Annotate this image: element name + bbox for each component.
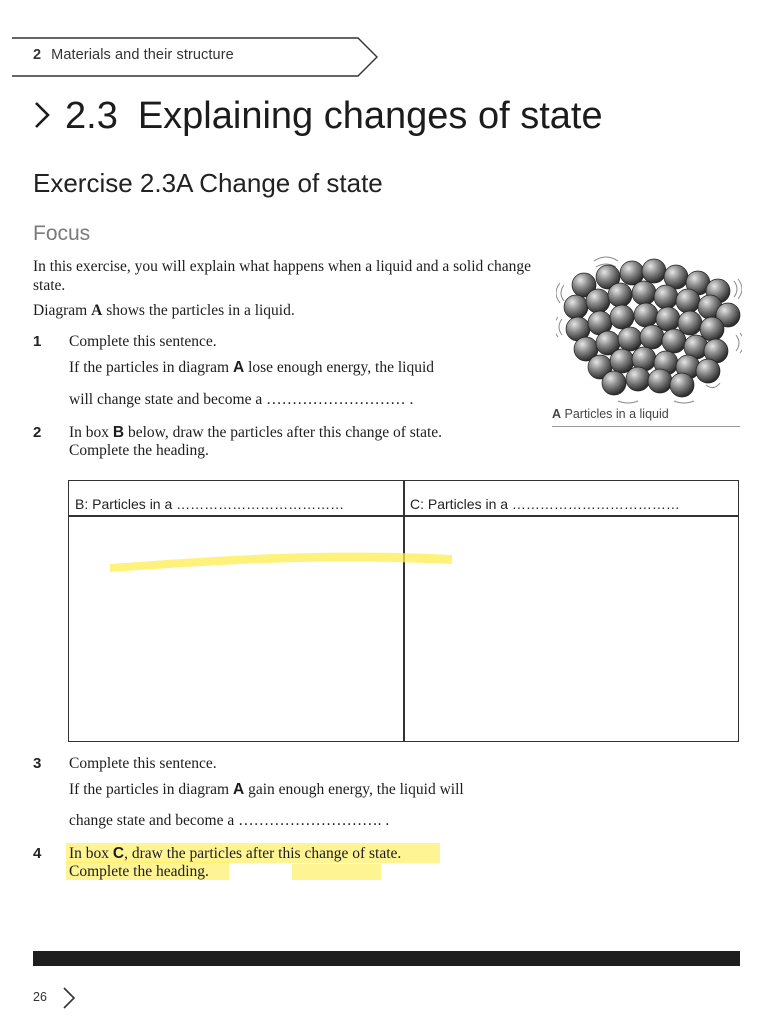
question-2-line-1 — [69, 424, 442, 442]
particle — [564, 295, 588, 319]
question-4-line-1-post: , draw the particles after this change of state. — [124, 845, 402, 862]
question-1-line-2-post: lose enough energy, the liquid — [244, 359, 435, 376]
particle — [586, 289, 610, 313]
highlighter-stroke — [108, 542, 454, 572]
particle — [602, 371, 626, 395]
chapter-label — [33, 47, 234, 63]
diagram-description-prefix: Diagram — [33, 302, 92, 319]
motion-line — [738, 279, 742, 299]
motion-line — [559, 319, 562, 335]
particle — [608, 283, 632, 307]
page-number: 26 — [33, 990, 47, 1004]
question-1-line-2 — [69, 359, 434, 377]
diagram-description-suffix: shows the particles in a liquid. — [102, 302, 295, 319]
question-1-line-3: will change state and become a ……………………… . — [69, 391, 414, 408]
box-c-heading: C: Particles in a ……………………………… — [410, 496, 680, 512]
particle — [632, 281, 656, 305]
motion-line — [706, 383, 720, 388]
question-2-line-2: Complete the heading. — [69, 442, 209, 459]
section-number: 2.3 — [65, 95, 118, 137]
intro-paragraph: In this exercise, you will explain what happens when a liquid and a solid change state. — [33, 258, 532, 294]
motion-line — [556, 317, 558, 337]
chapter-number: 2 — [33, 47, 42, 63]
caption-rule — [552, 426, 740, 427]
box-c-drawing-area[interactable] — [405, 517, 738, 740]
section-title — [33, 95, 603, 138]
question-1-line-2-pre: If the particles in diagram — [69, 359, 233, 376]
motion-line — [594, 257, 618, 261]
diagram-description — [33, 301, 553, 320]
section-heading: Explaining changes of state — [137, 95, 603, 137]
question-3-diagram-letter: A — [232, 781, 245, 798]
question-4-line-1-pre: In box — [69, 845, 113, 862]
motion-line — [740, 333, 742, 353]
motion-line — [618, 401, 638, 403]
chevron-right-icon — [62, 986, 76, 1010]
particle — [642, 259, 666, 283]
particle — [640, 325, 664, 349]
motion-line — [674, 401, 694, 403]
liquid-particles-diagram — [556, 255, 742, 405]
question-1-line-1: Complete this sentence. — [69, 333, 217, 350]
question-3-line-2 — [69, 781, 464, 799]
question-2-line-1-pre: In box — [69, 424, 113, 441]
particle — [648, 369, 672, 393]
footer-bar — [33, 951, 740, 966]
question-3-line-2-pre: If the particles in diagram — [69, 781, 233, 798]
figure-caption-letter: A — [552, 407, 562, 421]
question-3-number: 3 — [33, 755, 42, 772]
chevron-right-icon — [33, 100, 51, 130]
chapter-title: Materials and their structure — [51, 47, 234, 63]
question-4-number: 4 — [33, 845, 42, 862]
motion-line — [734, 281, 737, 297]
box-b-heading: B: Particles in a ……………………………… — [75, 496, 345, 512]
question-4-line-2: Complete the heading. — [69, 863, 209, 880]
diagram-letter: A — [91, 302, 103, 319]
particle — [662, 329, 686, 353]
figure-caption — [552, 407, 669, 421]
particle — [610, 305, 634, 329]
particle — [618, 327, 642, 351]
question-3-line-3: change state and become a ………………………. . — [69, 812, 390, 829]
motion-line — [556, 283, 560, 303]
question-2-line-1-post: below, draw the particles after this change of state. — [124, 424, 443, 441]
question-3-line-2-post: gain enough energy, the liquid will — [244, 781, 464, 798]
focus-heading: Focus — [33, 222, 91, 245]
particle — [654, 285, 678, 309]
particle — [626, 367, 650, 391]
question-4-box-letter: C — [112, 845, 125, 862]
particle — [696, 359, 720, 383]
question-2-box-letter: B — [112, 424, 125, 441]
question-1-number: 1 — [33, 333, 42, 350]
question-4-highlight-3 — [292, 864, 381, 880]
figure-caption-text: Particles in a liquid — [561, 407, 669, 421]
particle — [670, 373, 694, 397]
exercise-title: Exercise 2.3A Change of state — [33, 168, 383, 198]
question-1-diagram-letter: A — [232, 359, 245, 376]
question-4-line-1 — [69, 845, 401, 863]
motion-line — [561, 285, 564, 301]
motion-line — [736, 335, 739, 351]
particle — [634, 303, 658, 327]
particle — [676, 289, 700, 313]
question-2-number: 2 — [33, 424, 42, 441]
question-3-line-1: Complete this sentence. — [69, 755, 217, 772]
